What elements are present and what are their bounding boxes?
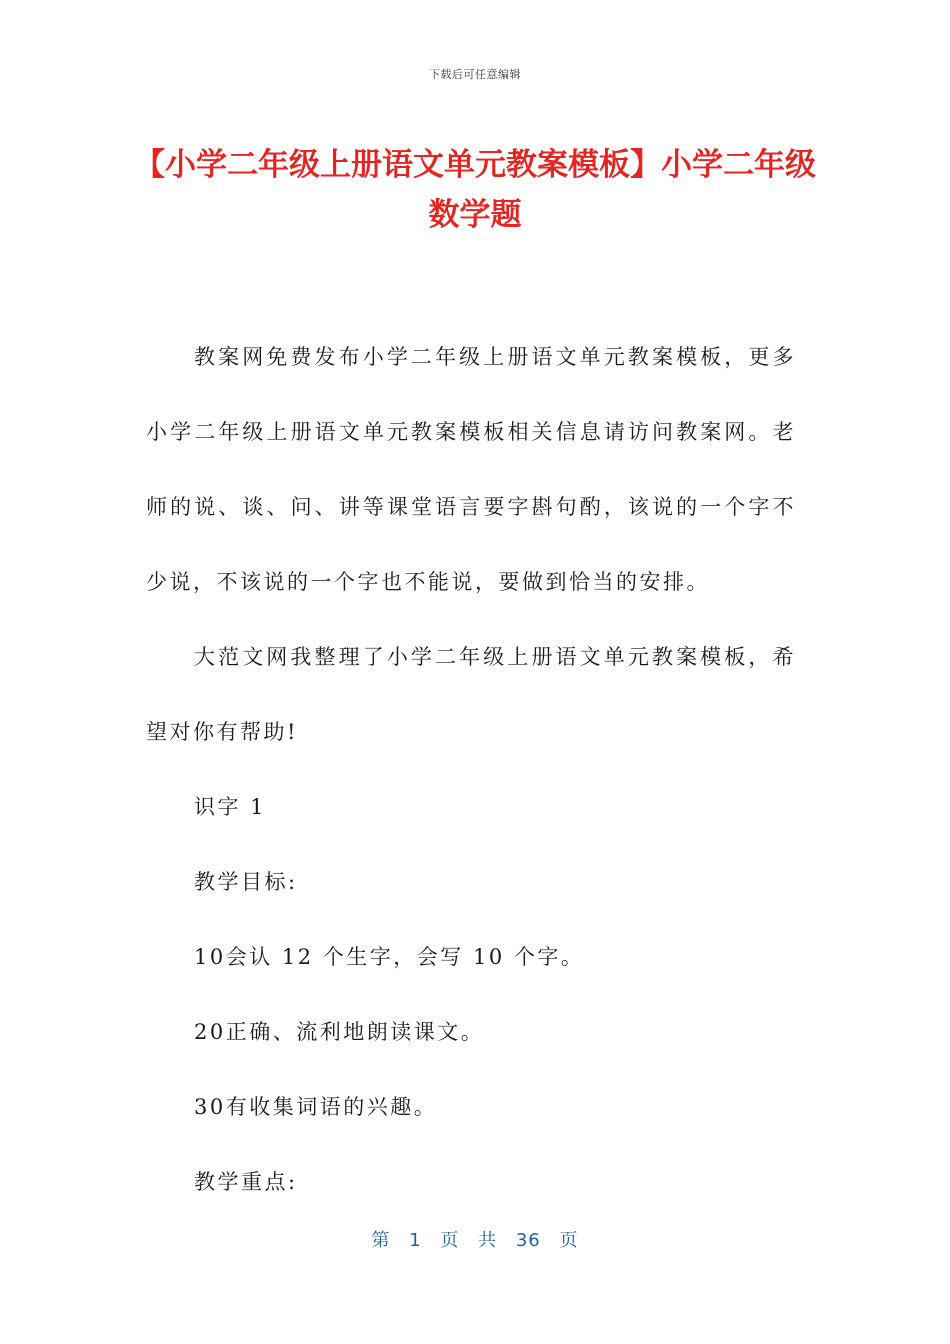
goal-item-3: 30有收集词语的兴趣。 [194,1095,438,1119]
header-note: 下载后可任意编辑 [429,68,521,81]
document-body [146,320,796,1220]
section-heading-literacy: 识字 1 [194,795,267,819]
document-title: 【小学二年级上册语文单元教案模板】小学二年级数学题 [134,147,816,233]
goal-item-1: 10会认 12 个生字，会写 10 个字。 [194,945,585,969]
page-number-footer: 第 1 页 共 36 页 [371,1230,579,1251]
paragraph-intro: 教案网免费发布小学二年级上册语文单元教案模板，更多小学二年级上册语文单元教案模板相关信息请访问教案网。老师的说、谈、问、讲等课堂语言要字斟句酌，该说的一个字不少说，不该说的一个字也不能说，要做到恰当的安排。 [146,345,796,594]
paragraph-wish: 大范文网我整理了小学二年级上册语文单元教案模板，希望对你有帮助! [146,645,796,744]
teaching-focus-heading: 教学重点: [194,1170,298,1194]
goal-item-2: 20正确、流利地朗读课文。 [194,1020,485,1044]
teaching-goals-heading: 教学目标: [194,870,298,894]
